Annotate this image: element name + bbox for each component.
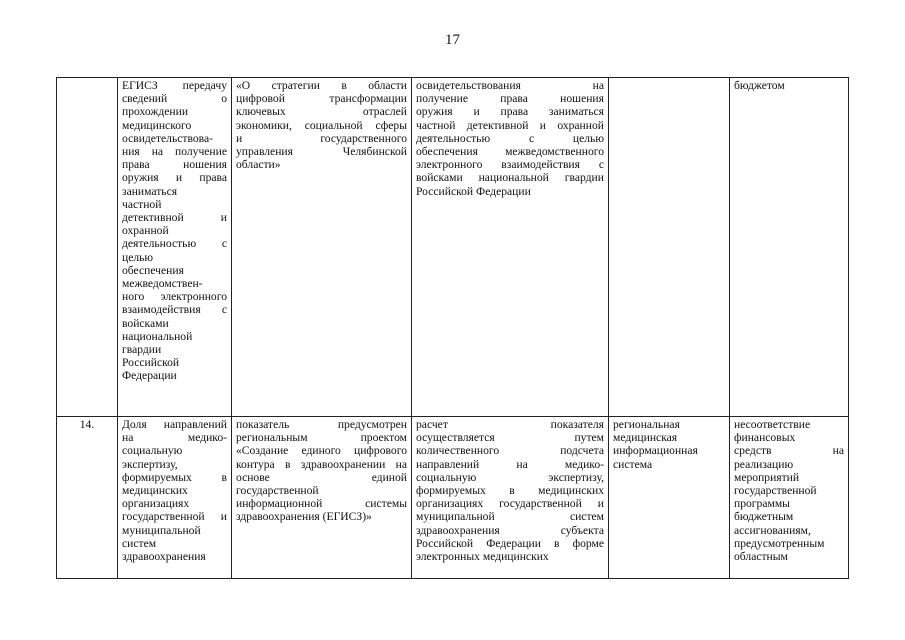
text-word: с [528, 131, 535, 145]
text-word: государственной [499, 497, 582, 511]
text-word: с [598, 158, 604, 172]
text-line [122, 237, 227, 250]
text-line: обеспечения [122, 263, 184, 277]
text-line [122, 418, 227, 431]
text-word: заниматься [548, 105, 604, 119]
text-word: осуществляется [416, 431, 495, 445]
text-word: формируемых [122, 470, 192, 484]
text-line: экспертизу, [122, 457, 178, 471]
text-word: частной [416, 118, 456, 132]
text-line [416, 92, 604, 105]
text-line [122, 471, 227, 484]
text-word: социальной [304, 118, 363, 132]
text-word: государственной [122, 510, 205, 524]
text-word: экспертизу, [548, 470, 604, 484]
text-word: Челябинской [342, 145, 407, 159]
text-line [122, 79, 227, 92]
text-word: обеспечения [416, 145, 478, 159]
text-line [416, 444, 604, 457]
text-line: мероприятий [734, 470, 800, 484]
text-line: бюджетным [734, 510, 794, 524]
text-word: войсками [416, 171, 463, 185]
text-line: Федерации [122, 369, 177, 383]
text-word: на [592, 79, 604, 92]
text-line: здравоохранения [122, 550, 206, 564]
text-word: отраслей [362, 105, 407, 119]
text-word: цифрового [354, 444, 407, 458]
text-line: целью [122, 250, 154, 264]
text-line [236, 431, 407, 444]
text-line [734, 444, 844, 457]
calculation-method-cell [412, 78, 609, 417]
text-word: национальной [478, 171, 549, 185]
data-source-cell [609, 417, 730, 579]
text-word: на [516, 457, 528, 471]
text-word: ключевых [236, 105, 286, 119]
text-line: государственной [236, 484, 319, 498]
text-line: межведомствен- [122, 277, 203, 291]
text-line [416, 79, 604, 92]
text-line [416, 458, 604, 471]
indicators-table [56, 77, 849, 579]
text-line [236, 418, 407, 431]
text-line [236, 105, 407, 118]
text-word: системы [365, 497, 407, 511]
text-word: подсчета [560, 444, 604, 458]
text-word: средств [734, 444, 772, 458]
text-line: электронных медицинских [416, 550, 549, 564]
text-line [236, 444, 407, 457]
text-word: получение [175, 145, 227, 159]
text-word: показатель [236, 418, 290, 431]
text-word: с [221, 303, 227, 317]
text-word: региональным [236, 431, 308, 445]
text-word: информационной [236, 497, 323, 511]
text-word: электронного [416, 158, 483, 172]
text-line: освидетельствова- [122, 131, 213, 145]
text-line [416, 418, 604, 431]
text-line [236, 79, 407, 92]
text-word: субъекта [560, 523, 604, 537]
text-word: детективной [466, 118, 529, 132]
text-line: государственной [734, 484, 817, 498]
text-word: оружия [122, 171, 159, 185]
legal-basis-cell [232, 78, 412, 417]
text-word: ношения [560, 92, 604, 106]
text-word: путем [574, 431, 604, 445]
text-line [122, 510, 227, 523]
text-line: социальную [122, 444, 183, 458]
text-word: форме [572, 536, 604, 550]
text-word: и [473, 105, 480, 119]
text-word: единого [301, 444, 341, 458]
text-word: медико- [564, 457, 604, 471]
text-line: муниципальной [122, 523, 201, 537]
text-line [122, 303, 227, 316]
page-number: 17 [445, 32, 460, 48]
text-word: права [500, 105, 529, 119]
text-word: трансформации [329, 92, 407, 106]
text-line [416, 484, 604, 497]
text-word: передачу [182, 79, 227, 92]
text-word: и [236, 131, 243, 145]
text-word: в [509, 484, 515, 498]
text-line: система [613, 457, 653, 471]
text-word: взаимодействия [122, 303, 201, 317]
text-word: расчет [416, 418, 448, 431]
text-line: финансовых [734, 431, 796, 445]
text-line: реализацию [734, 457, 794, 471]
text-line: Российской [122, 356, 180, 370]
text-word: ния [122, 145, 140, 159]
text-word: с [221, 237, 227, 251]
text-line [122, 290, 227, 303]
text-line: гвардии [122, 343, 162, 357]
text-line: информационная [613, 444, 698, 458]
table-row [57, 78, 849, 417]
text-line [236, 458, 407, 471]
text-line: программы [734, 497, 790, 511]
text-line [236, 132, 407, 145]
table-row [57, 417, 849, 579]
text-word: целью [572, 131, 604, 145]
text-line: предусмотренным [734, 536, 825, 550]
text-line: национальной [122, 329, 193, 343]
text-word: сферы [375, 118, 407, 132]
text-word: контура [236, 457, 275, 471]
text-word: и [175, 171, 183, 185]
text-line: бюджетом [734, 79, 785, 92]
text-word: организациях [416, 497, 484, 511]
text-word: Доля [122, 418, 147, 431]
text-word: Федерации [486, 536, 541, 550]
text-word: в [284, 457, 291, 471]
text-word: в [341, 79, 347, 92]
text-word: медицинских [538, 484, 604, 498]
text-word: показателя [550, 418, 604, 431]
text-word: направлений [163, 418, 227, 431]
text-line: ассигнованиям, [734, 523, 811, 537]
text-word: области [368, 79, 407, 92]
text-word: количественного [416, 444, 500, 458]
text-word: охранной [557, 118, 604, 132]
text-word: основе [236, 470, 270, 484]
text-line: медицинская [613, 431, 678, 445]
text-line: региональная [613, 418, 680, 431]
text-word: экономики, [236, 118, 292, 132]
text-word: электронного [160, 290, 227, 304]
text-word: на [395, 457, 407, 471]
text-word: права [199, 171, 227, 185]
text-word: деятельностью [122, 237, 197, 251]
text-word: и [539, 118, 546, 132]
text-word: систем [569, 510, 604, 524]
text-word: здравоохранения [416, 523, 500, 537]
text-word: и [597, 497, 604, 511]
text-line: прохождении [122, 105, 189, 119]
text-word: детективной [122, 211, 184, 225]
text-word: ного [122, 290, 145, 304]
text-line: охранной [122, 224, 169, 238]
text-word: социальную [416, 470, 477, 484]
text-line: частной [122, 197, 162, 211]
text-line: Российской Федерации [416, 184, 531, 198]
text-line [122, 171, 227, 184]
text-word: деятельностью [416, 131, 491, 145]
text-line [416, 471, 604, 484]
text-line [122, 92, 227, 105]
text-word: муниципальной [416, 510, 495, 524]
text-word: на [832, 444, 844, 458]
text-line [416, 537, 604, 550]
text-word: взаимодействия [501, 158, 580, 172]
text-word: ЕГИСЗ [122, 79, 158, 92]
text-line: систем [122, 536, 157, 550]
text-line [416, 171, 604, 184]
text-word: медико- [187, 431, 227, 445]
text-word: предусмотрен [337, 418, 407, 431]
text-word: в [221, 470, 227, 484]
text-word: проектом [360, 431, 407, 445]
text-line: области» [236, 158, 281, 172]
text-line [236, 471, 407, 484]
text-word: здравоохранении [300, 457, 386, 471]
text-line [236, 92, 407, 105]
row-number-cell: 14. [57, 417, 118, 579]
indicator-name-cell [118, 78, 232, 417]
risk-cell [730, 417, 849, 579]
text-word: «Создание [236, 444, 289, 458]
risk-cell [730, 78, 849, 417]
text-word: единой [371, 470, 407, 484]
text-word: Российской [416, 536, 474, 550]
indicator-name-cell [118, 417, 232, 579]
row-number-cell [57, 78, 118, 417]
text-word: гвардии [564, 171, 604, 185]
text-line: организациях [122, 497, 190, 511]
text-word: и [220, 211, 227, 225]
text-word: формируемых [416, 484, 486, 498]
text-line [236, 497, 407, 510]
text-word: в [554, 536, 560, 550]
text-line [416, 132, 604, 145]
text-word: получение [416, 92, 468, 106]
text-word: управления [236, 145, 293, 159]
text-word: на [151, 145, 164, 159]
data-source-cell [609, 78, 730, 417]
text-line: войсками [122, 316, 169, 330]
text-line [122, 158, 227, 171]
text-word: оружия [416, 105, 453, 119]
calculation-method-cell [412, 417, 609, 579]
text-line [236, 119, 407, 132]
text-line [416, 497, 604, 510]
text-line [416, 119, 604, 132]
text-line: несоответствие [734, 418, 811, 431]
text-word: направлений [416, 457, 480, 471]
text-line [416, 105, 604, 118]
text-line [122, 431, 227, 444]
text-word: права [500, 92, 528, 106]
text-line: медицинского [122, 118, 192, 132]
text-line: заниматься [122, 184, 178, 198]
text-line [122, 211, 227, 224]
text-word: стратегии [271, 79, 320, 92]
text-line [416, 431, 604, 444]
text-word: на [122, 431, 134, 445]
text-word: и [220, 510, 227, 524]
text-word: «О [236, 79, 251, 92]
text-word: ношения [183, 158, 227, 172]
text-line [416, 145, 604, 158]
text-line: медицинских [122, 484, 188, 498]
text-line: здравоохранения (ЕГИСЗ)» [236, 510, 372, 524]
text-word: о [221, 92, 227, 106]
text-word: сведений [122, 92, 168, 106]
text-line: областным [734, 550, 788, 564]
text-line [416, 524, 604, 537]
text-word: цифровой [236, 92, 285, 106]
text-line [416, 158, 604, 171]
text-line [236, 145, 407, 158]
text-word: межведомственного [505, 145, 604, 159]
text-word: права [122, 158, 150, 172]
legal-basis-cell [232, 417, 412, 579]
text-word: государственного [320, 131, 407, 145]
text-line [416, 510, 604, 523]
text-word: освидетельствования [416, 79, 521, 92]
text-line [122, 145, 227, 158]
